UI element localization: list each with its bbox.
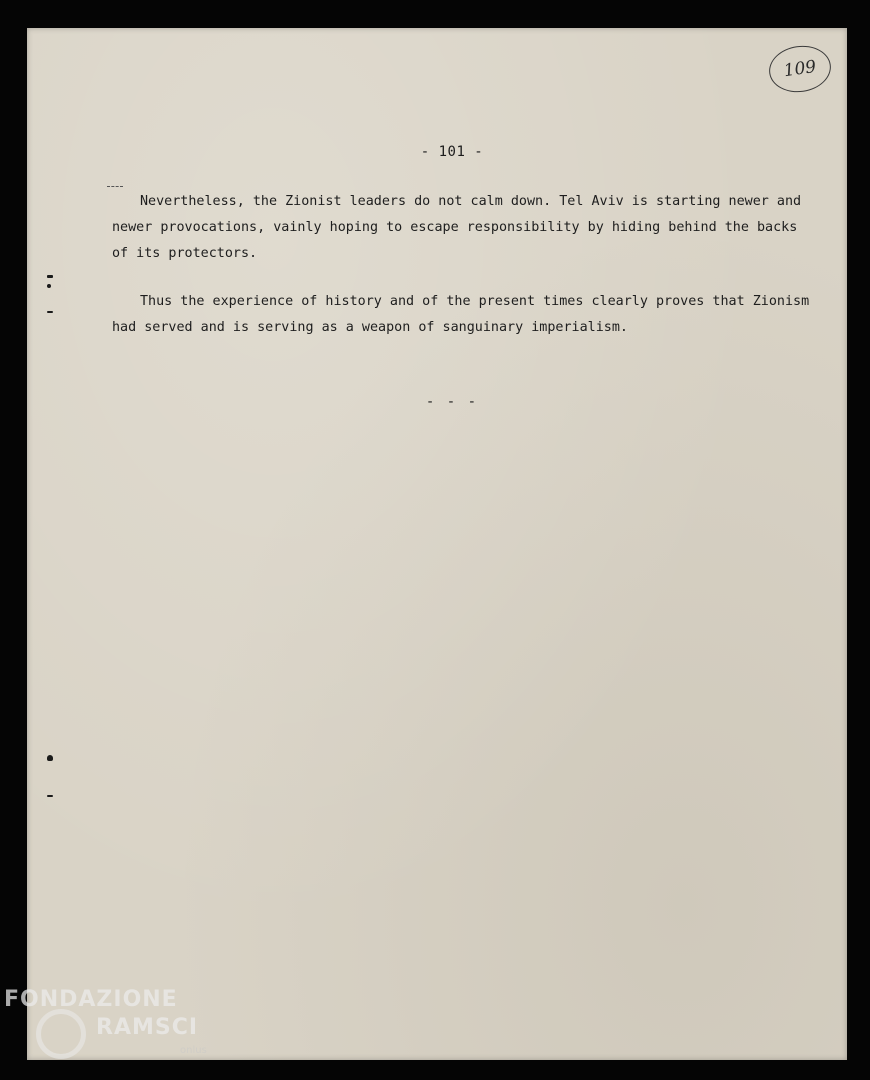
- binding-hole-mark: [47, 795, 53, 797]
- binding-hole-mark: [47, 275, 53, 278]
- fondazione-gramsci-watermark: [4, 985, 224, 1075]
- binding-hole-mark: [47, 284, 51, 288]
- watermark-line-1: FONDAZIONE: [4, 987, 178, 1012]
- binding-hole-mark: [47, 311, 53, 313]
- archive-stamp-number: 109: [766, 42, 834, 96]
- body-paragraph-2: Thus the experience of history and of the present times clearly proves that Zionism had served and is serving as a weapon of sanguinary imperialism.: [112, 294, 810, 335]
- watermark-line-2: RAMSCI: [96, 1015, 199, 1040]
- document-page: [27, 28, 847, 1060]
- body-paragraph-1: Nevertheless, the Zionist leaders do not calm down. Tel Aviv is starting newer and newer provocations, vainly hoping to escape responsibility by hiding behind the backs of its protectors.: [112, 194, 802, 261]
- binding-hole-mark: [47, 755, 53, 761]
- margin-mark: [107, 186, 123, 188]
- watermark-line-3: onlus: [180, 1045, 207, 1056]
- end-of-text-mark: - - -: [425, 394, 479, 410]
- page-number: - 101 -: [420, 144, 484, 160]
- watermark-g-logo-icon: [36, 1009, 86, 1059]
